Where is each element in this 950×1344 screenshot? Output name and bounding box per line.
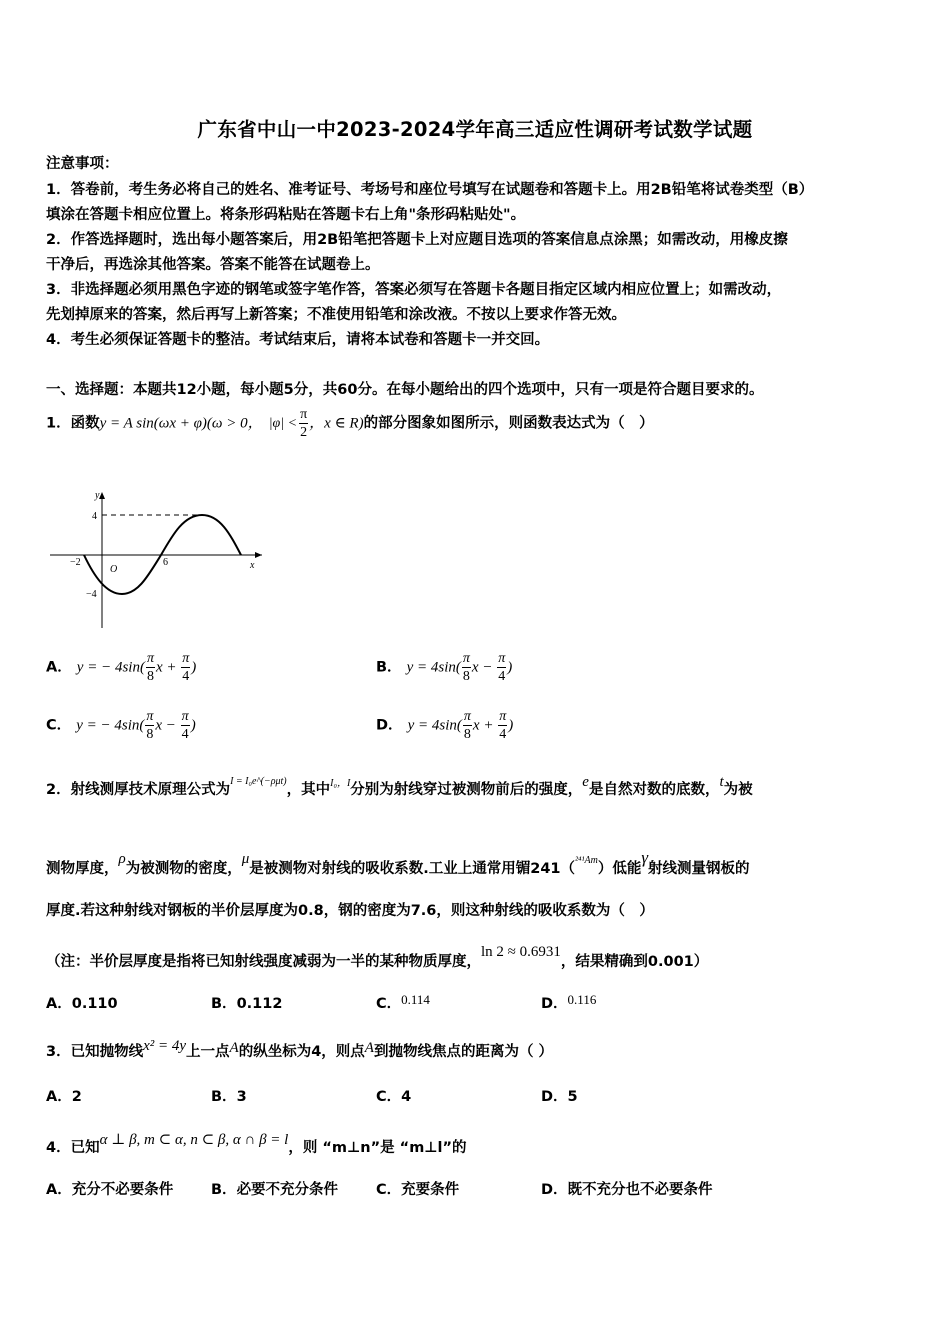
option-letter: B． — [376, 659, 402, 676]
option-expr: y = 4sin( — [407, 717, 462, 734]
option-letter: A． — [46, 1182, 72, 1198]
option-letter: A． — [46, 996, 72, 1012]
q4-option-d[interactable] — [541, 1178, 713, 1199]
fraction-den: 8 — [462, 669, 470, 684]
q2-am: ²⁴¹Am — [575, 855, 598, 866]
q2-option-d[interactable] — [541, 992, 596, 1013]
option-value: 0.114 — [401, 992, 430, 1007]
tick-6: 6 — [163, 557, 168, 568]
q1-option-a[interactable] — [46, 650, 196, 685]
q2-e: e — [582, 774, 589, 790]
q4-option-b[interactable] — [211, 1178, 338, 1199]
q3-text: 到抛物线焦点的距离为（ ） — [373, 1044, 554, 1060]
y-axis-arrow-icon — [99, 492, 105, 499]
x-axis-arrow-icon — [255, 552, 262, 558]
question-4-stem — [46, 1130, 467, 1157]
option-letter: D． — [376, 717, 403, 734]
fraction-num: π — [182, 651, 190, 666]
option-value: 4 — [401, 1089, 412, 1105]
fraction-den: 4 — [182, 669, 190, 684]
q2-rho: ρ — [118, 851, 126, 867]
q4-option-a[interactable] — [46, 1178, 173, 1199]
fraction-den: 4 — [499, 727, 507, 742]
x-label: x — [250, 560, 255, 571]
notice-heading: 注意事项： — [46, 156, 119, 172]
y-label: y — [95, 490, 100, 501]
q3-point: A — [364, 1040, 374, 1056]
option-letter: C． — [46, 717, 72, 734]
q3-text: 上一点 — [186, 1044, 230, 1060]
option-expr: ) — [508, 717, 514, 734]
option-letter: B． — [211, 996, 237, 1012]
option-letter: C． — [376, 996, 402, 1012]
fraction-num: π — [499, 709, 507, 724]
option-expr: y = − 4sin( — [76, 659, 145, 676]
q2-option-c[interactable] — [376, 992, 430, 1013]
notice-line: 干净后，再选涂其他答案。答案不能答在试题卷上。 — [46, 257, 380, 273]
q2-option-a[interactable] — [46, 992, 118, 1013]
option-value: 必要不充分条件 — [236, 1182, 339, 1198]
option-expr: x + — [472, 717, 498, 734]
q3-option-c[interactable] — [376, 1085, 411, 1106]
option-expr: ) — [190, 717, 196, 734]
q2-note: ，结果精确到0.001） — [560, 954, 709, 970]
option-letter: D． — [541, 996, 568, 1012]
q3-text: 的纵坐标为4，则点 — [238, 1044, 365, 1060]
notice-line: 1．答卷前，考生务必将自己的姓名、准考证号、考场号和座位号填写在试题卷和答题卡上。用2B铅笔将试卷类型（B） — [46, 182, 814, 198]
fraction — [181, 708, 190, 743]
fraction-num: π — [463, 709, 471, 724]
option-value: 5 — [567, 1089, 578, 1105]
fraction — [145, 708, 154, 743]
fraction-den: 4 — [181, 727, 189, 742]
option-value: 充要条件 — [401, 1182, 460, 1198]
q2-note: （注：半价层厚度是指将已知射线强度减弱为一半的某种物质厚度， — [46, 954, 481, 970]
q3-option-b[interactable] — [211, 1085, 247, 1106]
option-expr: x + — [155, 659, 181, 676]
fraction — [498, 708, 507, 743]
q3-text: 3．已知抛物线 — [46, 1044, 144, 1060]
fraction-den: 4 — [498, 669, 506, 684]
question-2-line-4 — [46, 944, 708, 971]
notice-line: 2．作答选择题时，选出每小题答案后，用2B铅笔把答题卡上对应题目选项的答案信息点涂黑；如需改动，用橡皮擦 — [46, 232, 788, 248]
option-value: 0.112 — [236, 996, 283, 1012]
notice-line: 4．考生必须保证答题卡的整洁。考试结束后，请将本试卷和答题卡一并交回。 — [46, 332, 550, 348]
q2-ln: ln 2 ≈ 0.6931 — [481, 944, 561, 960]
question-3-stem — [46, 1038, 553, 1061]
fraction-den: 8 — [146, 669, 154, 684]
q1-formula-c: ，x ∈ R) — [309, 415, 364, 432]
fraction — [146, 650, 155, 685]
option-value: 既不充分也不必要条件 — [567, 1182, 713, 1198]
q3-option-a[interactable] — [46, 1085, 82, 1106]
option-letter: D． — [541, 1182, 568, 1198]
q2-text: 是自然对数的底数， — [588, 782, 720, 798]
section-heading: 一、选择题：本题共12小题，每小题5分，共60分。在每小题给出的四个选项中，只有一项是符合题目要求的。 — [46, 382, 764, 398]
q4-text: 4．已知 — [46, 1140, 100, 1156]
q1-fraction-bound — [269, 415, 297, 432]
question-2-line-1 — [46, 774, 753, 799]
q2-text: 2．射线测厚技术原理公式为 — [46, 782, 231, 798]
fraction — [181, 650, 190, 685]
option-value: 0.110 — [71, 996, 118, 1012]
fraction-num: π — [498, 651, 506, 666]
q1-suffix: 的部分图象如图所示，则函数表达式为（ ） — [363, 415, 654, 432]
option-letter: C． — [376, 1089, 402, 1105]
q2-text: 是被测物对射线的吸收系数.工业上通常用镅241（ — [249, 861, 576, 877]
q2-text: ，其中 — [286, 782, 331, 798]
q1-prefix: 1．函数 — [46, 415, 100, 432]
fraction-den: 8 — [146, 727, 154, 742]
option-expr: y = 4sin( — [406, 659, 461, 676]
option-expr: ) — [507, 659, 513, 676]
option-value: 2 — [71, 1089, 82, 1105]
q1-option-d[interactable] — [376, 708, 513, 743]
q4-formula: α ⊥ β, m ⊂ α, n ⊂ β, α ∩ β = l — [99, 1132, 289, 1148]
fraction — [497, 650, 506, 685]
fraction-num: π — [146, 709, 154, 724]
origin-label: O — [110, 564, 118, 575]
q3-point: A — [229, 1040, 239, 1056]
q1-two: 2 — [300, 425, 308, 440]
q1-formula-a: y = A sin(ωx + φ)(ω > 0， — [99, 415, 263, 432]
fraction-num: π — [146, 651, 154, 666]
page-title: 广东省中山一中2023-2024学年高三适应性调研考试数学试题 — [197, 118, 753, 141]
q4-text: ，则 “m⊥n”是 “m⊥l”的 — [288, 1140, 467, 1156]
q3-formula: x² = 4y — [143, 1038, 187, 1054]
notice-line: 3．非选择题必须用黑色字迹的钢笔或签字笔作答，答案必须写在答题卡各题目指定区域内相应位置上；如需改动， — [46, 282, 782, 298]
q2-text: 为被 — [723, 782, 753, 798]
q3-option-d[interactable] — [541, 1085, 578, 1106]
q2-text: 为被测物的密度， — [125, 861, 242, 877]
q1-option-c[interactable] — [46, 708, 196, 743]
q2-t: t — [719, 774, 724, 790]
option-letter: A． — [46, 1089, 72, 1105]
tick-neg4: −4 — [86, 589, 97, 600]
q2-formula: I = I₀e^(−ρμt) — [230, 776, 287, 787]
q2-text: 测物厚度， — [46, 861, 119, 877]
fraction-den: 8 — [463, 727, 471, 742]
option-letter: A． — [46, 659, 72, 676]
question-2-line-3: 厚度.若这种射线对钢板的半价层厚度为0.8，钢的密度为7.6，则这种射线的吸收系数为（ ） — [46, 903, 654, 919]
q2-gamma: γ — [641, 848, 649, 867]
option-letter: B． — [211, 1089, 237, 1105]
option-value: 充分不必要条件 — [71, 1182, 174, 1198]
option-letter: B． — [211, 1182, 237, 1198]
question-2-line-2 — [46, 848, 750, 878]
notice-line: 先划掉原来的答案，然后再写上新答案；不准使用铅笔和涂改液。不按以上要求作答无效。 — [46, 307, 626, 323]
option-expr: x − — [471, 659, 497, 676]
notice-line: 填涂在答题卡相应位置上。将条形码粘贴在答题卡右上角"条形码粘贴处"。 — [46, 207, 526, 223]
option-expr: y = − 4sin( — [76, 717, 145, 734]
q2-text: 射线测量钢板的 — [648, 861, 750, 877]
option-expr: x − — [155, 717, 180, 734]
fraction — [462, 650, 471, 685]
q2-option-b[interactable] — [211, 992, 282, 1013]
q4-option-c[interactable] — [376, 1178, 459, 1199]
q2-vars: I₀，I — [330, 778, 351, 789]
question-1-stem — [46, 406, 654, 441]
q2-mu: μ — [241, 851, 250, 867]
option-expr: ) — [191, 659, 197, 676]
option-letter: D． — [541, 1089, 568, 1105]
fraction — [463, 708, 472, 743]
option-value: 3 — [236, 1089, 247, 1105]
tick-4: 4 — [92, 511, 97, 522]
fraction-num: π — [181, 709, 189, 724]
tick-neg2: −2 — [70, 557, 81, 568]
option-value: 0.116 — [567, 992, 597, 1007]
q1-abs-phi: |φ| < — [268, 416, 298, 431]
q2-text: 分别为射线穿过被测物前后的强度， — [350, 782, 583, 798]
q2-text: ）低能 — [597, 861, 642, 877]
sine-graph — [50, 486, 270, 632]
fraction-num: π — [462, 651, 470, 666]
q1-option-b[interactable] — [376, 650, 512, 685]
option-letter: C． — [376, 1182, 402, 1198]
q1-pi-over-2 — [299, 406, 308, 441]
q1-pi: π — [300, 407, 308, 422]
